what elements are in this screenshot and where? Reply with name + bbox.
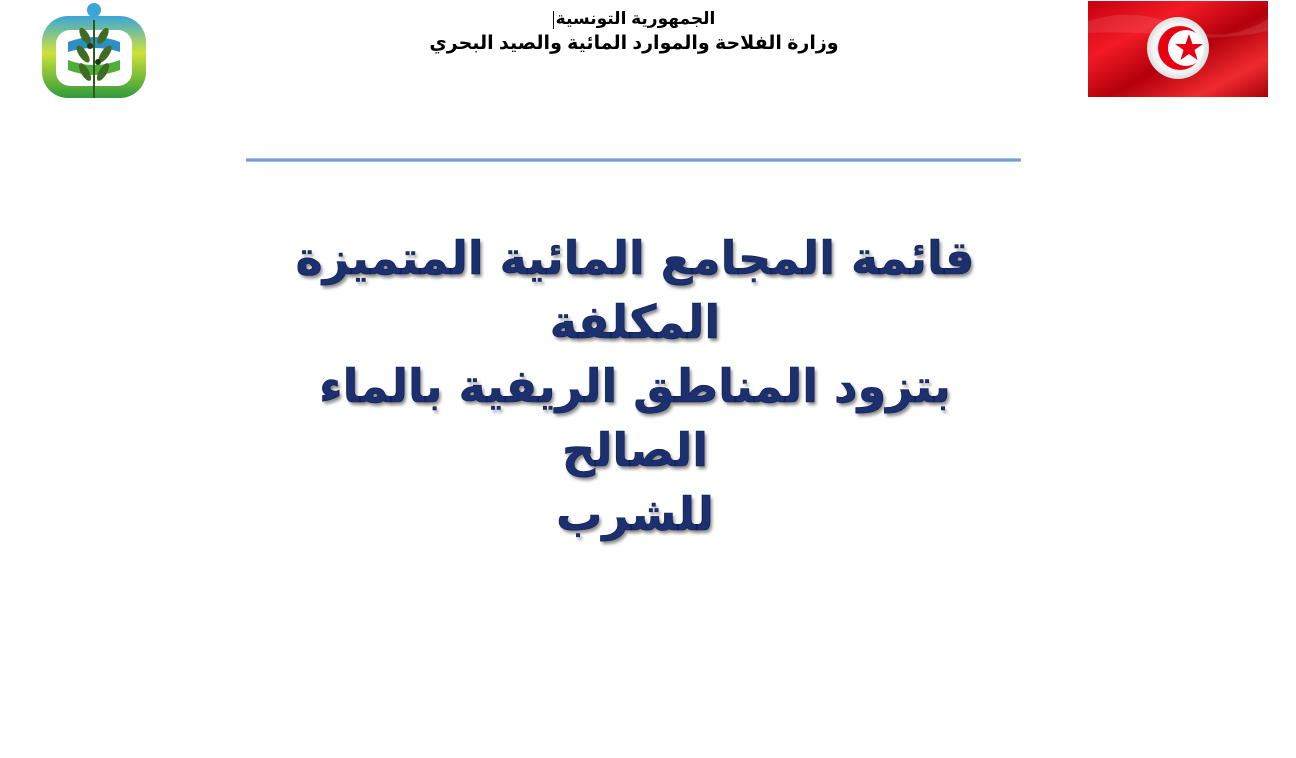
country-name: الجمهورية التونسية bbox=[380, 8, 888, 30]
header-divider bbox=[246, 158, 1021, 162]
title-line-1: قائمة المجامع المائية المتميزة المكلفة bbox=[295, 231, 975, 349]
text-cursor bbox=[553, 11, 554, 29]
page-title bbox=[250, 226, 1020, 546]
ministry-header bbox=[380, 8, 888, 58]
title-line-2: بتزود المناطق الريفية بالماء الصالح bbox=[319, 359, 951, 477]
tunisia-flag-icon bbox=[1088, 1, 1268, 97]
ministry-logo-icon bbox=[38, 2, 150, 100]
title-line-3: للشرب bbox=[556, 487, 714, 541]
ministry-name: وزارة الفلاحة والموارد المائية والصيد البحري bbox=[429, 33, 839, 54]
